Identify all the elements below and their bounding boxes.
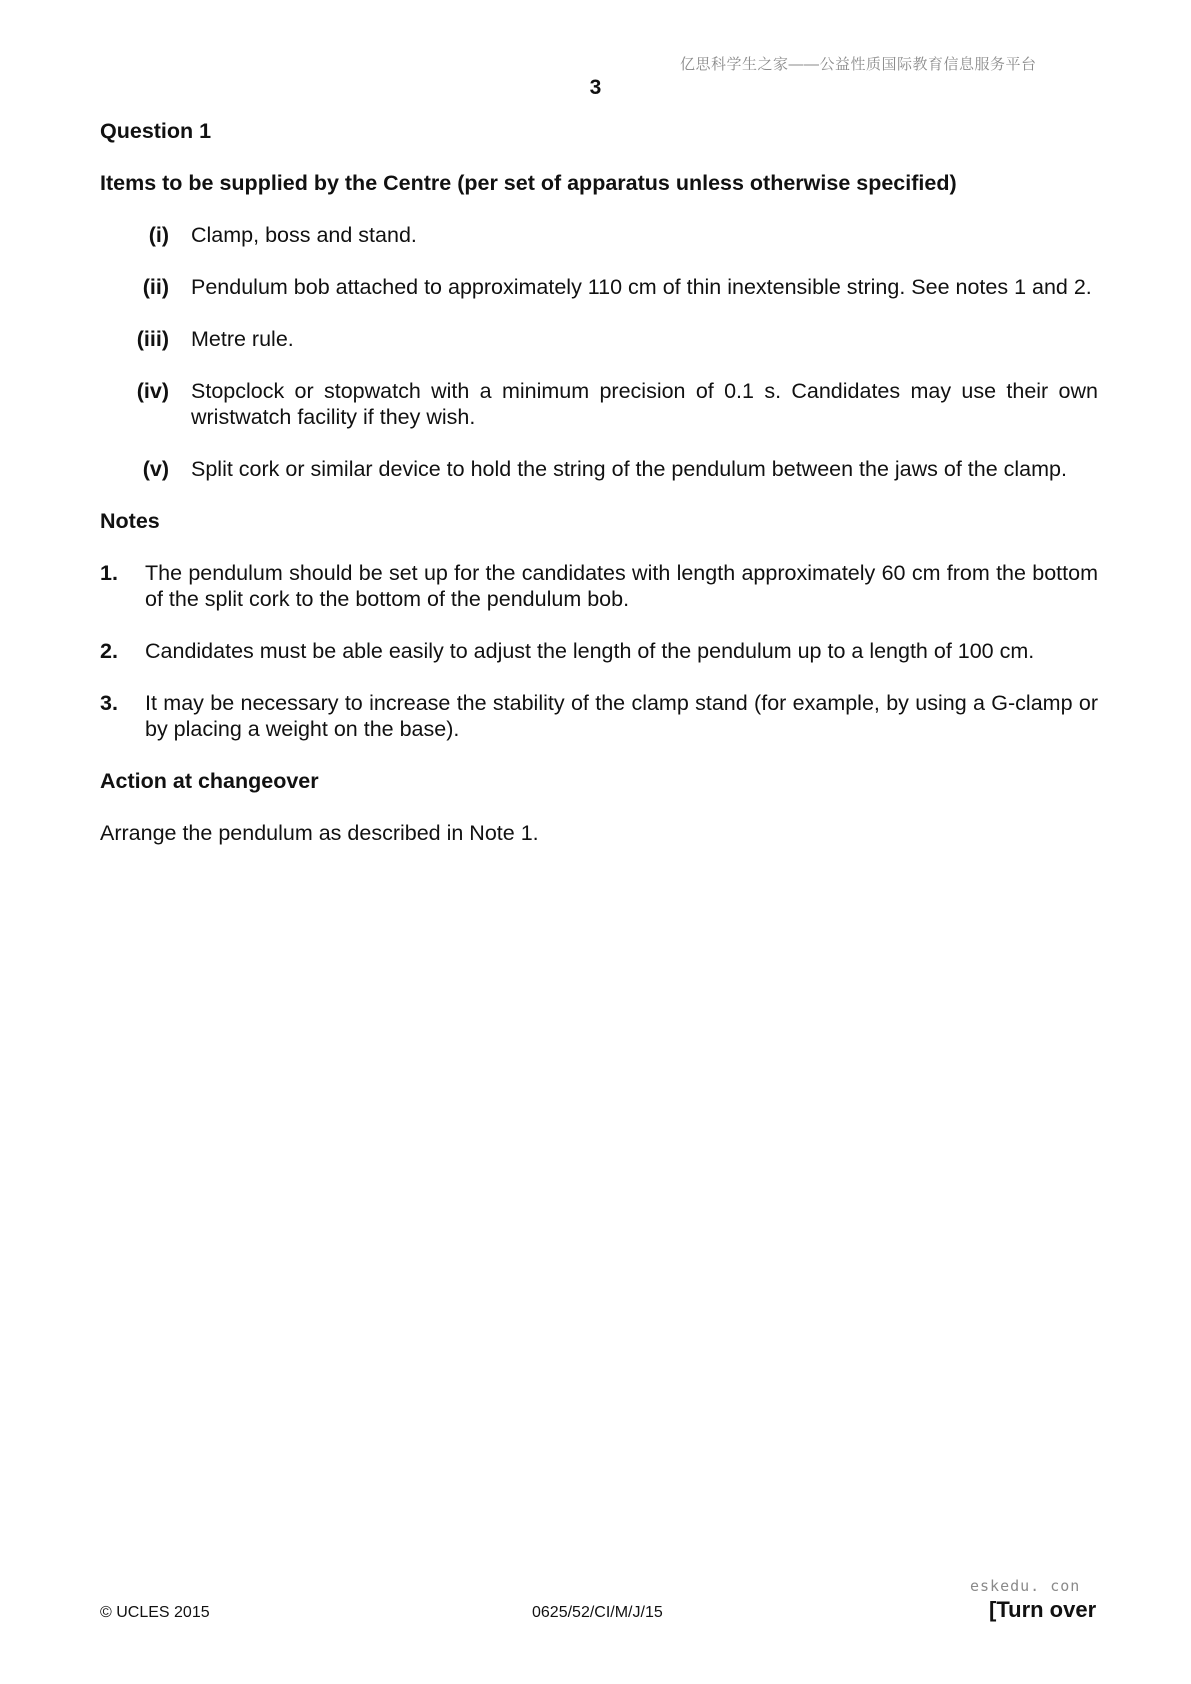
- notes-heading: Notes: [100, 509, 160, 533]
- copyright: © UCLES 2015: [100, 1604, 210, 1621]
- note-number: 3.: [100, 691, 118, 715]
- note-text: The pendulum should be set up for the candidates with length approximately 60 cm from the bottom of the split cork to the bottom of the pendulum bob.: [145, 561, 1098, 611]
- list-item: [100, 274, 1098, 300]
- item-text: Stopclock or stopwatch with a minimum precision of 0.1 s. Candidates may use their own wristwatch facility if they wish.: [191, 379, 1098, 429]
- item-text: Metre rule.: [191, 327, 294, 351]
- paper-code: 0625/52/CI/M/J/15: [532, 1604, 663, 1621]
- item-text: Split cork or similar device to hold the string of the pendulum between the jaws of the clamp.: [191, 457, 1067, 481]
- list-item: [100, 222, 1098, 248]
- items-heading: Items to be supplied by the Centre (per set of apparatus unless otherwise specified): [100, 171, 957, 195]
- item-label: (v): [142, 457, 169, 481]
- footer-watermark: eskedu. con: [970, 1577, 1081, 1595]
- question-title: Question 1: [100, 119, 212, 143]
- page-number: 3: [589, 76, 602, 99]
- note-number: 2.: [100, 639, 118, 663]
- list-item: [100, 326, 1098, 352]
- list-item: [100, 456, 1098, 482]
- list-item: [100, 378, 1098, 430]
- note-item: [100, 638, 1098, 664]
- turn-over: [Turn over: [989, 1597, 1097, 1622]
- header-watermark: 亿思科学生之家——公益性质国际教育信息服务平台: [680, 56, 1037, 73]
- changeover-text: Arrange the pendulum as described in Note 1.: [100, 821, 539, 845]
- note-item: [100, 690, 1098, 742]
- note-text: Candidates must be able easily to adjust the length of the pendulum up to a length of 100 cm.: [145, 639, 1035, 663]
- changeover-heading: Action at changeover: [100, 769, 319, 793]
- item-text: Clamp, boss and stand.: [191, 223, 417, 247]
- item-label: (iii): [136, 327, 169, 351]
- item-text: Pendulum bob attached to approximately 110 cm of thin inextensible string. See notes 1 and 2.: [191, 275, 1092, 299]
- note-text: It may be necessary to increase the stability of the clamp stand (for example, by using a G-clamp or by placing a weight on the base).: [145, 691, 1098, 741]
- item-label: (i): [148, 223, 169, 247]
- item-label: (iv): [136, 379, 169, 403]
- note-item: [100, 560, 1098, 612]
- item-label: (ii): [142, 275, 169, 299]
- note-number: 1.: [100, 561, 118, 585]
- document-body: [100, 118, 1098, 846]
